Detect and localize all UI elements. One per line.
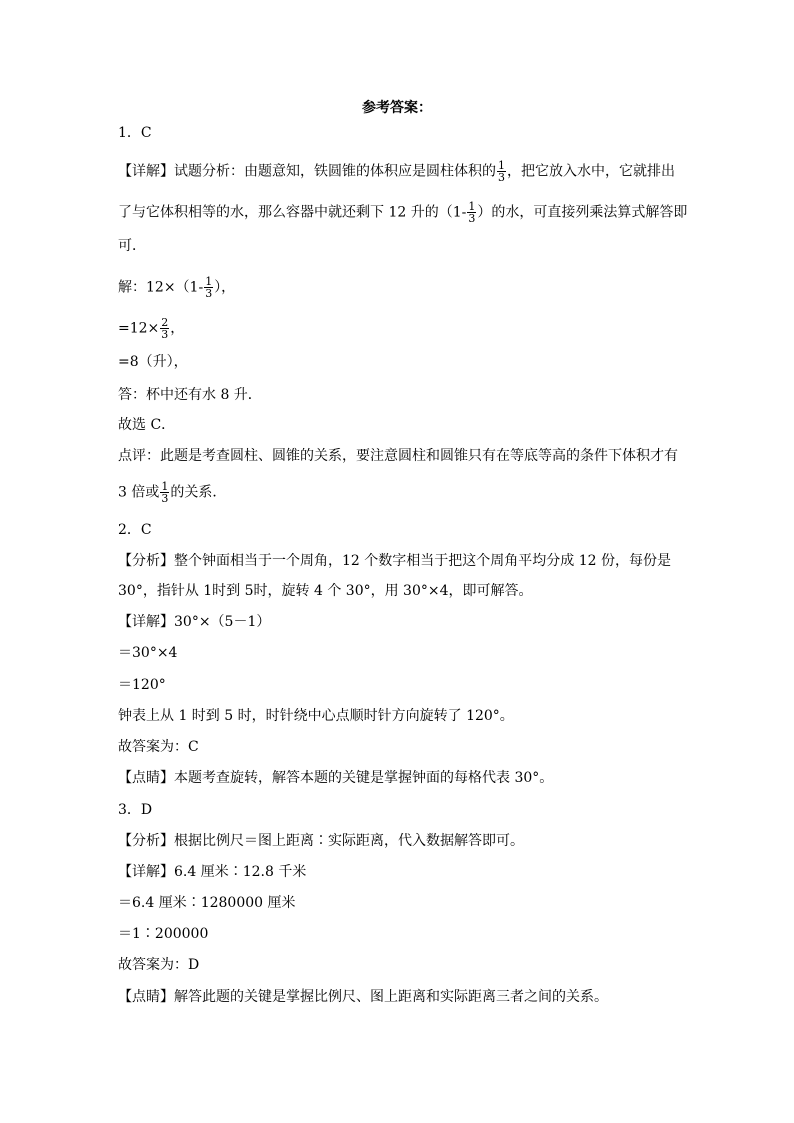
- q1-solution-text-a: 解：12×（1-: [118, 279, 204, 296]
- q3-step1: ＝6.4 厘米∶1280000 厘米: [118, 895, 296, 911]
- q3-detail: 【详解】6.4 厘米∶12.8 千米: [118, 864, 307, 880]
- q1-number: 1．C: [118, 125, 152, 141]
- fraction-numerator: 1: [468, 200, 476, 213]
- q3-step2: ＝1∶200000: [118, 926, 209, 942]
- q2-number: 2．C: [118, 522, 152, 538]
- q2-step1: ＝30°×4: [118, 645, 178, 661]
- q1-solution-line1: [118, 276, 235, 299]
- q2-detail: 【详解】30°×（5－1）: [118, 614, 271, 630]
- page-title: 参考答案：: [362, 100, 432, 116]
- q1-choice: 故选 C．: [118, 417, 176, 433]
- q1-comment-line2: [118, 481, 226, 504]
- fraction-numerator: 2: [161, 316, 169, 329]
- fraction-denominator: 3: [205, 287, 213, 300]
- q1-detail-line1: [118, 160, 675, 183]
- q1-detail-text-a: 【详解】试题分析：由题意知，铁圆锥的体积应是圆柱体积的: [118, 163, 496, 180]
- q2-step2: ＝120°: [118, 677, 166, 693]
- q1-solution-text-d: ，: [170, 320, 185, 337]
- q3-answer: 故答案为：D: [118, 957, 200, 973]
- q1-solution-text-c: =12×: [118, 320, 160, 337]
- fraction-numerator: 1: [498, 159, 505, 172]
- fraction-two-thirds: [160, 317, 169, 340]
- fraction-denominator: 3: [161, 328, 169, 341]
- fraction-denominator: 3: [498, 171, 505, 184]
- q3-analysis: 【分析】根据比例尺＝图上距离∶实际距离，代入数据解答即可。: [118, 833, 524, 849]
- fraction-one-third: [497, 160, 506, 183]
- q3-remark: 【点睛】解答此题的关键是掌握比例尺、图上距离和实际距离三者之间的关系。: [118, 989, 608, 1005]
- q1-comment-text-b1: 3 倍或: [118, 484, 160, 501]
- q1-solution-line2: [118, 317, 184, 340]
- q1-detail-line2: [118, 201, 687, 224]
- q2-conclusion: 钟表上从 1 时到 5 时，时针绕中心点顺时针方向旋转了 120°。: [118, 708, 514, 724]
- fraction-denominator: 3: [468, 212, 476, 225]
- fraction-numerator: 1: [205, 275, 213, 288]
- fraction-one-third: [160, 481, 169, 504]
- fraction-denominator: 3: [161, 492, 169, 505]
- q1-comment-line1: 点评：此题是考查圆柱、圆锥的关系，要注意圆柱和圆锥只有在等底等高的条件下体积才有: [118, 448, 678, 464]
- fraction-one-third: [204, 276, 213, 299]
- q2-remark: 【点睛】本题考查旋转，解答本题的关键是掌握钟面的每格代表 30°。: [118, 770, 554, 786]
- q2-answer: 故答案为：C: [118, 739, 199, 755]
- q1-comment-text-b2: 的关系．: [170, 484, 227, 501]
- q1-detail-line3: 可．: [118, 238, 146, 254]
- fraction-numerator: 1: [161, 480, 169, 493]
- q1-solution-text-b: ），: [214, 279, 236, 296]
- q3-number: 3．D: [118, 802, 153, 818]
- fraction-one-third: [467, 201, 476, 224]
- q1-detail-text-d: ）的水，可直接列乘法算式解答即: [477, 204, 688, 221]
- q1-detail-text-b: ，把它放入水中，它就排出: [507, 163, 675, 180]
- q1-solution-line3: =8（升），: [118, 354, 188, 370]
- q1-detail-text-c: 了与它体积相等的水，那么容器中就还剩下 12 升的（1-: [118, 204, 467, 221]
- q1-answer: 答：杯中还有水 8 升．: [118, 387, 262, 403]
- q2-analysis-line1: 【分析】整个钟面相当于一个周角，12 个数字相当于把这个周角平均分成 12 份，每份是: [118, 553, 671, 569]
- q2-analysis-line2: 30°，指针从 1时到 5时，旋转 4 个 30°，用 30°×4，即可解答。: [118, 583, 533, 599]
